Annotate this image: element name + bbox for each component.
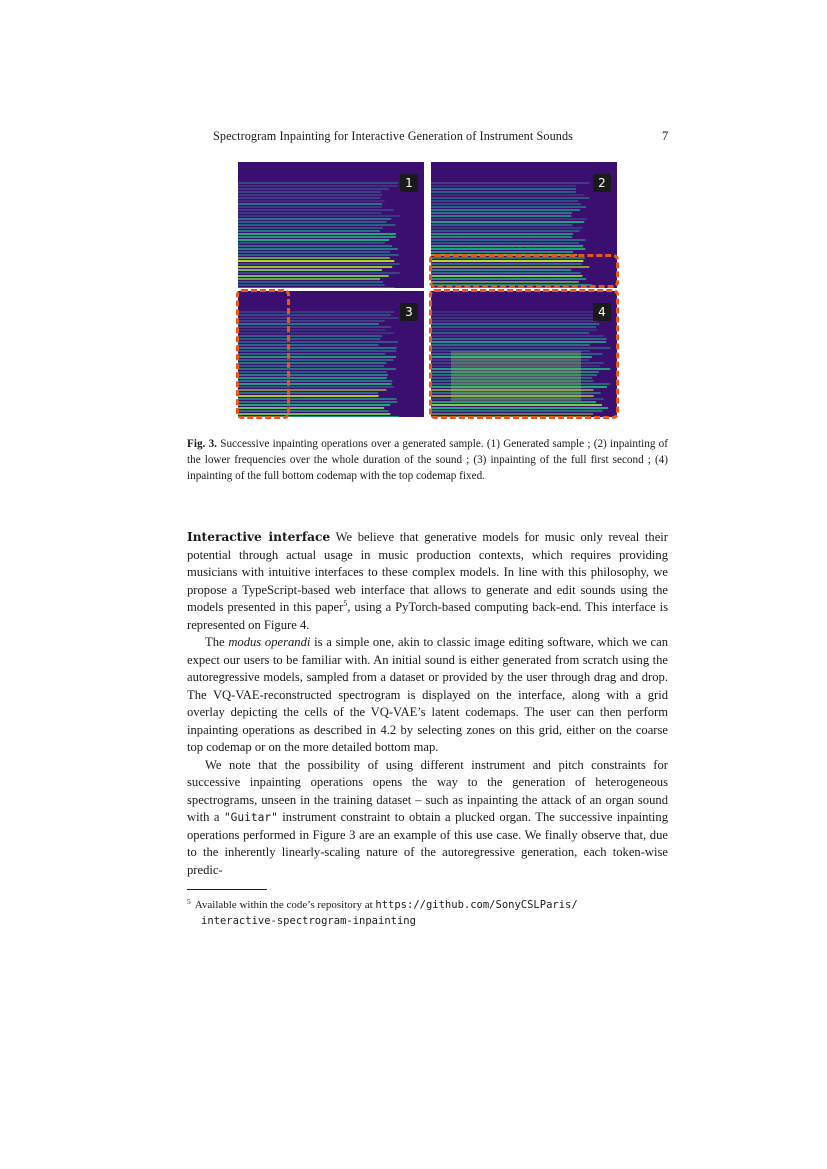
harmonic-band	[238, 224, 395, 226]
footnote-url-line-1[interactable]: https://github.com/SonyCSLParis/	[375, 899, 578, 911]
harmonic-band	[431, 227, 582, 229]
harmonic-band	[238, 263, 399, 265]
harmonic-band	[431, 224, 572, 226]
page-number: 7	[662, 129, 669, 143]
harmonic-band	[238, 197, 380, 199]
figure-3	[236, 160, 620, 418]
panel-label-3: 3	[400, 303, 418, 321]
footnote-url-line-2[interactable]: interactive-spectrogram-inpainting	[201, 915, 416, 927]
harmonic-band	[238, 206, 382, 208]
section-body	[187, 529, 668, 879]
harmonic-band	[431, 209, 580, 211]
harmonic-band	[431, 251, 573, 253]
harmonic-band	[431, 218, 587, 220]
harmonic-band	[238, 236, 396, 238]
paragraph-2	[187, 634, 668, 757]
harmonic-band	[238, 230, 380, 232]
paragraph-2-text-end: is a simple one, akin to classic image editing software, which we can expect our users to be familiar with. An initial sound is either generated from scratch using the autoregressive models, sampled from a dataset or provided by the user through drag and drop. The VQ-VAE-reconstructed spectrogram is displayed on the interface, along with a grid overlay depicting the cells of the VQ-VAE’s latent codemaps. The user can then perform inpainting operations as described in 4.2 by selecting zones on this grid, either on the coarse top codemap or on the more detailed bottom map.	[187, 635, 668, 754]
harmonic-band	[431, 182, 589, 184]
footnote-text: Available within the code’s repository at	[194, 899, 376, 911]
harmonic-band	[431, 185, 576, 187]
harmonic-band	[238, 287, 394, 288]
panel-label-4: 4	[593, 303, 611, 321]
harmonic-band	[431, 191, 576, 193]
harmonic-band	[431, 248, 585, 250]
harmonic-band	[431, 230, 580, 232]
harmonic-band	[238, 272, 400, 274]
paragraph-2-emphasis: modus operandi	[228, 635, 311, 649]
harmonic-band	[238, 218, 391, 220]
paragraph-3-text: We note that the possibility of using different instrument and pitch constraints for successive inpainting operations opens the way to the generation of heterogeneous spectrograms, unseen in the training dataset – such as inpainting the attack of an organ sound with a	[187, 757, 668, 824]
harmonic-band	[238, 233, 396, 235]
harmonic-band	[238, 191, 381, 193]
harmonic-band	[238, 257, 390, 259]
harmonic-band	[238, 182, 398, 184]
panel-label-1: 1	[400, 174, 418, 192]
paragraph-3-code: "Guitar"	[223, 811, 278, 824]
harmonic-band	[238, 245, 392, 247]
harmonic-band	[431, 212, 572, 214]
harmonic-band	[238, 221, 387, 223]
harmonic-band	[431, 206, 586, 208]
harmonic-band	[238, 269, 382, 271]
harmonic-band	[238, 251, 390, 253]
harmonic-band	[238, 242, 385, 244]
caption-text: Successive inpainting operations over a generated sample. (1) Generated sample ; (2) inpainting of the lower frequencies over the whole duration of the sound ; (3) inpainting of the full first second ; (4) inpainting of the full bottom codemap with the top codemap fixed.	[187, 438, 668, 482]
harmonic-band	[238, 209, 394, 211]
harmonic-band	[431, 197, 590, 199]
running-title: Spectrogram Inpainting for Interactive Generation of Instrument Sounds	[213, 129, 573, 143]
harmonic-band	[431, 245, 583, 247]
paragraph-1-text-end: , using a PyTorch-based computing back-end. This interface is represented on Figure 4.	[187, 600, 668, 632]
paragraph-3	[187, 757, 668, 880]
harmonic-band	[238, 188, 389, 190]
selection-zone-low-frequencies	[429, 254, 619, 288]
caption-label: Fig. 3.	[187, 438, 217, 450]
spectrogram-panel-1	[238, 162, 424, 288]
harmonic-band	[431, 239, 585, 241]
harmonic-band	[431, 194, 584, 196]
harmonic-band	[431, 236, 572, 238]
harmonic-band	[238, 266, 392, 268]
harmonic-band	[238, 203, 382, 205]
harmonic-band	[238, 248, 398, 250]
paragraph-1-text: We believe that generative models for music only reveal their potential through actual usage in music production contexts, which requires providing musicians with intuitive interfaces to these complex models. In line with this philosophy, we propose a TypeScript-based web interface that allows to generate and edit sounds using the models presented in this paper	[187, 530, 668, 614]
harmonic-band	[431, 188, 576, 190]
footnote-rule	[187, 889, 267, 890]
harmonic-band	[238, 212, 382, 214]
harmonic-band	[238, 281, 383, 283]
harmonic-band	[238, 194, 382, 196]
footnote-ref: 5	[343, 599, 348, 608]
paragraph-2-text: The	[205, 635, 229, 649]
harmonic-band	[238, 260, 394, 262]
figure-caption	[187, 436, 668, 484]
harmonic-band	[431, 242, 579, 244]
harmonic-band	[238, 239, 389, 241]
footnote	[187, 894, 668, 929]
harmonic-band	[238, 215, 400, 217]
paragraph-1	[187, 529, 668, 634]
section-run-head: Interactive interface	[187, 530, 331, 544]
harmonic-band	[238, 278, 380, 280]
harmonic-band	[431, 215, 571, 217]
harmonic-band	[238, 227, 383, 229]
selection-zone-bottom-codemap	[429, 289, 619, 419]
spectrogram-image-1	[238, 162, 424, 288]
panel-label-2: 2	[593, 174, 611, 192]
harmonic-band	[238, 275, 389, 277]
harmonic-band	[238, 284, 385, 286]
harmonic-band	[431, 203, 581, 205]
footnote-mark: 5	[187, 897, 191, 906]
selection-zone-first-second	[236, 289, 290, 419]
harmonic-band	[238, 254, 399, 256]
harmonic-band	[431, 200, 578, 202]
harmonic-band	[238, 185, 398, 187]
harmonic-band	[431, 233, 573, 235]
harmonic-band	[431, 221, 584, 223]
paragraph-3-text-end: instrument constraint to obtain a plucked organ. The successive inpainting operations performed in Figure 3 are an example of this use case. We finally observe that, due to the inherently linearly-scaling nature of the autoregressive generation, each token-wise predic-	[187, 810, 668, 877]
harmonic-band	[238, 200, 385, 202]
